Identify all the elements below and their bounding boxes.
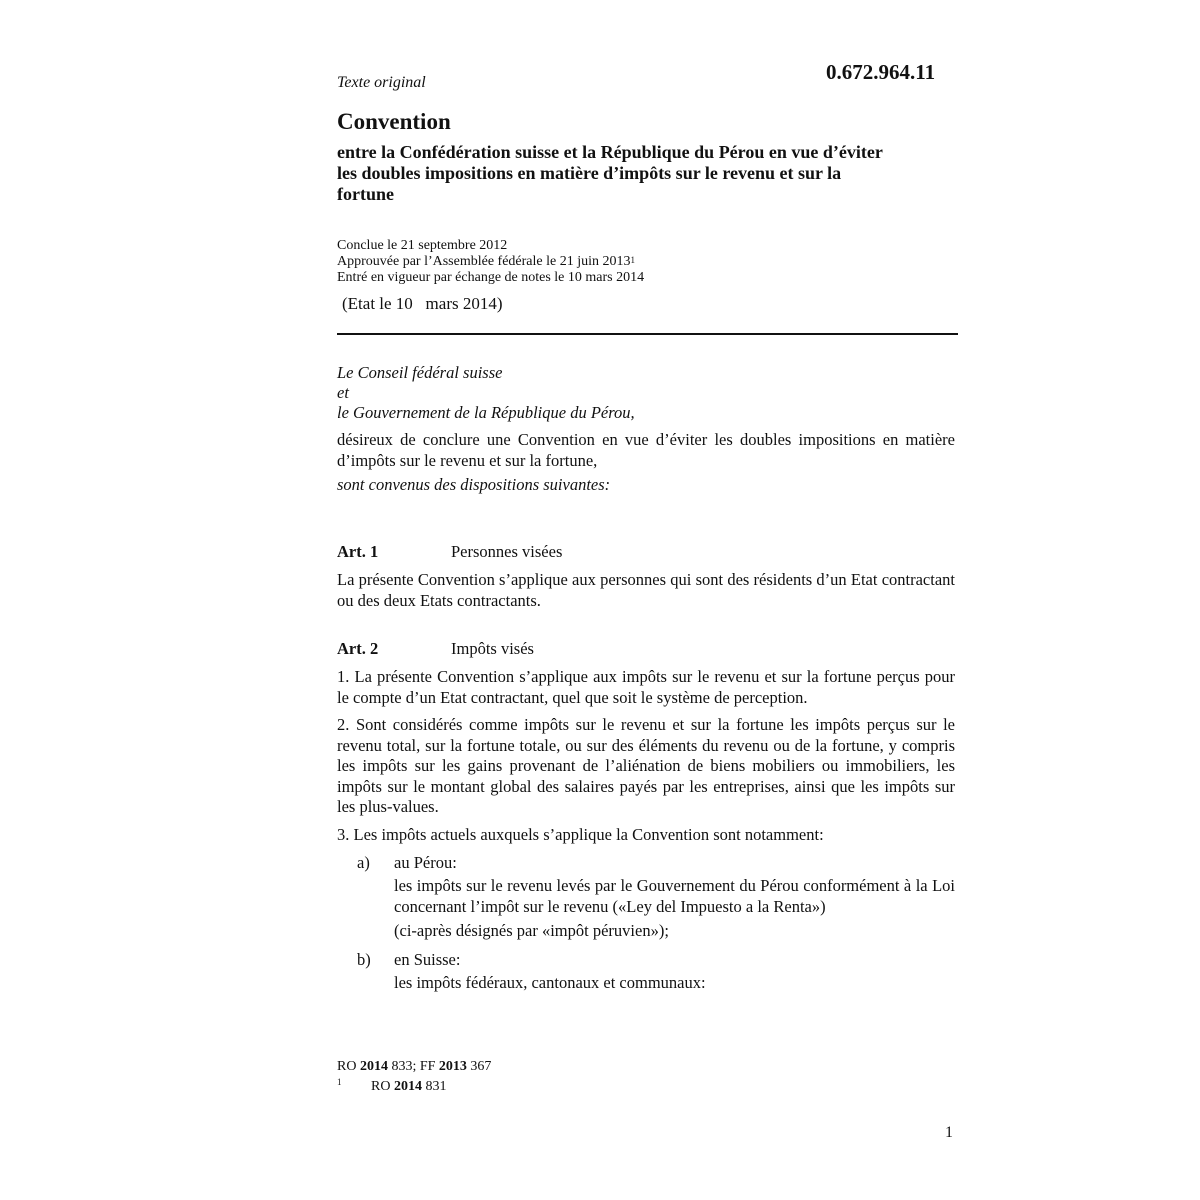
header-divider xyxy=(337,333,958,335)
list-item-a-label: au Pérou: xyxy=(394,853,457,872)
document-title: Convention xyxy=(337,109,451,134)
article-2-number: Art. 2 xyxy=(337,639,379,658)
article-1-number: Art. 1 xyxy=(337,542,379,561)
footnote-1-text xyxy=(371,1079,446,1095)
preamble xyxy=(337,363,955,495)
list-item-b-label: en Suisse: xyxy=(394,950,461,969)
footnote-1-page: 831 xyxy=(421,1079,447,1094)
footnote-ro-prefix: RO xyxy=(337,1059,360,1074)
article-2-title: Impôts visés xyxy=(451,639,534,658)
article-2-paragraph-1: 1. La présente Convention s’applique aux impôts sur le revenu et sur la fortune perçus pour le compte d’un Etat contractant, quel que soit le système de perception. xyxy=(337,667,955,707)
preamble-intro: désireux de conclure une Convention en vue d’éviter les doubles impositions en matière d’impôts sur le revenu et sur la fortune, xyxy=(337,430,955,470)
footnote-ro-year: 2014 xyxy=(359,1059,388,1074)
document-metadata xyxy=(337,238,644,286)
concluded-date: Conclue le 21 septembre 2012 xyxy=(337,238,508,253)
article-2-paragraph-3: 3. Les impôts actuels auxquels s’applique la Convention sont notamment: xyxy=(337,825,824,844)
preamble-agreed: sont convenus des dispositions suivantes: xyxy=(337,475,611,494)
footnote-1-mark: 1 xyxy=(337,1077,342,1087)
document-number: 0.672.964.11 xyxy=(826,60,936,84)
preamble-conjunction: et xyxy=(337,383,349,402)
footnote-ff-year: 2013 xyxy=(438,1059,467,1074)
footnote-source xyxy=(337,1059,491,1075)
article-2-paragraph-2: 2. Sont considérés comme impôts sur le revenu et sur la fortune les impôts perçus sur le revenu total, sur la fortune totale, ou sur des éléments du revenu ou de la fortune, y compris les impôts sur les gains provenant de l’aliénation de biens mobiliers ou immobiliers, les impôts sur le montant global des salaires payés par les entreprises, ainsi que les impôts sur les plus-values. xyxy=(337,715,955,816)
page-number: 1 xyxy=(945,1124,953,1141)
footnote-1-prefix: RO xyxy=(371,1079,394,1094)
list-item-a-text: les impôts sur le revenu levés par le Gouvernement du Pérou conformément à la Loi concernant l’impôt sur le revenu («Ley del Impuesto a la Renta») xyxy=(394,876,955,916)
list-item-a-note: (ci-après désignés par «impôt péruvien»); xyxy=(394,921,669,940)
list-item-b-text: les impôts fédéraux, cantonaux et communaux: xyxy=(394,973,706,992)
document-subtitle: entre la Confédération suisse et la République du Pérou en vue d’éviter les doubles impositions en matière d’impôts sur le revenu et sur la fortune xyxy=(337,142,883,204)
original-text-label: Texte original xyxy=(337,74,426,91)
list-letter-b: b) xyxy=(357,950,371,969)
approved-date xyxy=(337,254,644,270)
footnote-1-year: 2014 xyxy=(393,1079,422,1094)
preamble-party-1: Le Conseil fédéral suisse xyxy=(337,363,503,382)
article-1-title: Personnes visées xyxy=(451,542,563,561)
footnote-ff-page: 367 xyxy=(466,1059,492,1074)
list-letter-a: a) xyxy=(357,853,370,872)
approved-text: Approuvée par l’Assemblée fédérale le 21 juin 2013 xyxy=(337,254,631,269)
entry-into-force-date: Entré en vigueur par échange de notes le 10 mars 2014 xyxy=(337,270,645,285)
status-date: (Etat le 10 mars 2014) xyxy=(342,294,503,313)
article-1-text: La présente Convention s’applique aux personnes qui sont des résidents d’un Etat contractant ou des deux Etats contractants. xyxy=(337,570,955,610)
footnote-reference: 1 xyxy=(630,255,636,265)
preamble-party-2: le Gouvernement de la République du Pérou, xyxy=(337,403,635,422)
footnote-ro-ff: 833; FF xyxy=(387,1059,439,1074)
